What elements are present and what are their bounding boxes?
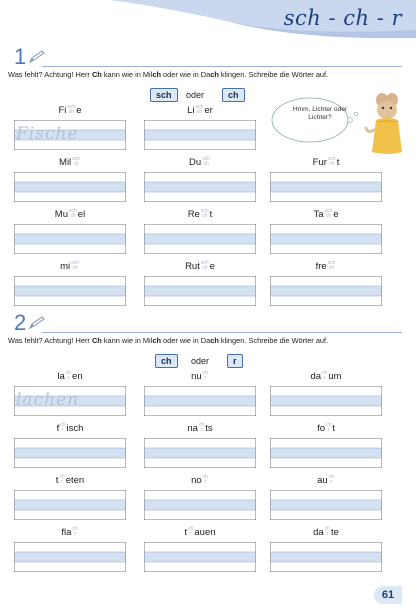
sample-answer: Fische	[16, 124, 79, 144]
letter-options: ch r	[65, 370, 72, 382]
letter-options: ch r	[324, 526, 330, 538]
letter-options: ch r	[72, 526, 78, 538]
word-prompt: Du sch ch	[189, 156, 210, 168]
letter-options: sch ch	[324, 208, 333, 220]
writing-lines[interactable]	[14, 542, 126, 572]
writing-lines[interactable]	[14, 490, 126, 520]
exercise-number: 1	[14, 44, 27, 69]
choice-chip-a: sch	[150, 88, 178, 102]
writing-lines[interactable]	[270, 542, 382, 572]
word-prompt: mi sch ch	[60, 260, 79, 272]
writing-lines[interactable]	[270, 438, 382, 468]
letter-options: ch r	[198, 422, 205, 434]
letter-options: ch r	[202, 370, 208, 382]
exercise-number: 2	[14, 310, 27, 335]
letter-options: ch r	[59, 474, 65, 486]
choice-separator: oder	[186, 90, 205, 100]
writing-lines[interactable]	[144, 542, 256, 572]
letter-options: ch r	[322, 370, 328, 382]
choice-chip-b: ch	[222, 88, 245, 102]
letter-options: sch ch	[71, 260, 79, 272]
writing-lines[interactable]	[270, 386, 382, 416]
writing-lines[interactable]	[144, 438, 256, 468]
writing-lines[interactable]	[270, 172, 382, 202]
letter-options: ch r	[202, 474, 208, 486]
choice-separator: oder	[191, 356, 210, 366]
letter-options: sch ch	[200, 208, 209, 220]
mouse-mascot-illustration	[270, 90, 415, 155]
writing-lines[interactable]	[14, 172, 126, 202]
writing-lines[interactable]	[144, 172, 256, 202]
word-prompt: fo ch r t	[317, 422, 335, 434]
word-prompt: no ch r	[191, 474, 208, 486]
word-prompt: Re sch ch t	[187, 208, 213, 220]
pencil-icon	[28, 50, 46, 64]
letter-options: ch r	[188, 526, 194, 538]
writing-lines[interactable]	[14, 224, 126, 254]
word-prompt: nu ch r	[191, 370, 208, 382]
letter-options: sch ch	[200, 260, 209, 272]
letter-options: ch r	[328, 474, 334, 486]
letter-options: sch ch	[69, 208, 77, 220]
letter-options: sch ch	[327, 260, 336, 272]
exercise-instruction: Was fehlt? Achtung! Herr Ch kann wie in Milch oder wie in Dach klingen. Schreibe die Wörter auf.	[8, 336, 329, 345]
letter-options: sch ch	[327, 156, 336, 168]
word-prompt: Li sch ch er	[187, 104, 213, 116]
word-prompt: fre sch ch	[315, 260, 336, 272]
writing-lines[interactable]	[14, 386, 126, 416]
word-prompt: la ch r en	[57, 370, 83, 382]
writing-lines[interactable]	[144, 276, 256, 306]
writing-lines[interactable]	[144, 490, 256, 520]
exercise-instruction: Was fehlt? Achtung! Herr Ch kann wie in Milch oder wie in Dach klingen. Schreibe die Wörter auf.	[8, 70, 329, 79]
pencil-icon	[28, 316, 46, 330]
writing-lines[interactable]	[14, 438, 126, 468]
word-prompt: Mil sch ch	[59, 156, 80, 168]
letter-options: sch ch	[67, 104, 76, 116]
writing-lines[interactable]	[14, 120, 126, 150]
writing-lines[interactable]	[270, 224, 382, 254]
word-prompt: Mu sch ch el	[54, 208, 86, 220]
section-divider	[42, 66, 402, 67]
writing-lines[interactable]	[144, 386, 256, 416]
writing-lines[interactable]	[144, 120, 256, 150]
sample-answer: lachen	[16, 390, 80, 410]
word-prompt: Fi sch ch e	[58, 104, 82, 116]
letter-options: sch ch	[195, 104, 204, 116]
choice-chip-a: ch	[155, 354, 178, 368]
word-prompt: Ta sch ch e	[313, 208, 339, 220]
word-prompt: au ch r	[317, 474, 334, 486]
writing-lines[interactable]	[270, 276, 382, 306]
letter-options: ch r	[326, 422, 332, 434]
word-prompt: fla ch r	[61, 526, 78, 538]
word-prompt: t ch r eten	[55, 474, 85, 486]
word-prompt: t ch r auen	[184, 526, 216, 538]
word-prompt: Rut sch ch e	[185, 260, 215, 272]
word-prompt: da ch r te	[313, 526, 339, 538]
letter-options: ch r	[60, 422, 66, 434]
letter-options: sch ch	[202, 156, 210, 168]
speech-bubble-text: Hmm, Lichter oder Lichter?	[292, 106, 348, 121]
word-prompt: f ch r isch	[56, 422, 84, 434]
choice-chip-b: r	[227, 354, 243, 368]
section-divider	[42, 332, 402, 333]
writing-lines[interactable]	[14, 276, 126, 306]
word-prompt: Fur sch ch t	[312, 156, 340, 168]
word-prompt: na ch r ts	[187, 422, 213, 434]
writing-lines[interactable]	[270, 490, 382, 520]
writing-lines[interactable]	[144, 224, 256, 254]
page-topic-title: sch - ch - r	[283, 6, 402, 30]
page-number: 61	[374, 586, 402, 604]
letter-options: sch ch	[72, 156, 80, 168]
word-prompt: da ch r um	[310, 370, 342, 382]
